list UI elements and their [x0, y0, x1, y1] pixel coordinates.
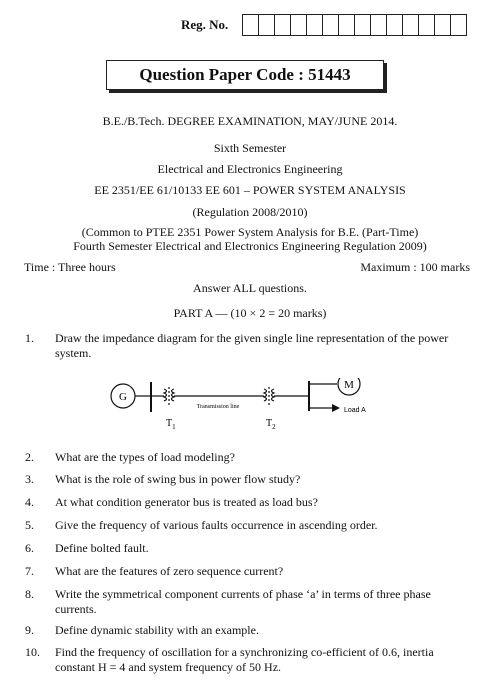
t1-label: $T_1$ — [166, 418, 176, 431]
question-number: 5. — [25, 518, 34, 532]
reg-no-boxes — [242, 14, 467, 36]
question-text: Define bolted fault. — [55, 541, 149, 555]
question-text: Draw the impedance diagram for the given single line representation of the power system. — [55, 331, 449, 360]
transformer-t2-secondary — [272, 389, 275, 401]
question-text: Write the symmetrical component currents of phase ‘a’ in terms of three phase currents. — [55, 587, 431, 616]
question-number: 9. — [25, 623, 34, 637]
transformer-t2-primary — [264, 389, 267, 401]
part-a-heading: PART A — (10 × 2 = 20 marks) — [173, 306, 327, 320]
question-paper-code: Question Paper Code : 51443 — [106, 60, 384, 90]
course-title: EE 2351/EE 61/10133 EE 601 – POWER SYSTEM ANALYSIS — [94, 183, 406, 197]
question-number: 4. — [25, 495, 34, 509]
generator-label: G — [119, 391, 127, 403]
semester: Sixth Semester — [213, 141, 287, 155]
question-number: 6. — [25, 541, 34, 555]
instruction: Answer ALL questions. — [193, 281, 307, 295]
load-arrow — [332, 404, 340, 412]
question-number: 8. — [25, 587, 34, 601]
question-text: What are the features of zero sequence current? — [55, 564, 284, 578]
question-number: 10. — [25, 645, 40, 659]
max-marks: Maximum : 100 marks — [360, 260, 470, 274]
question-number: 2. — [25, 450, 34, 464]
load-label: Load A — [344, 407, 366, 414]
motor-label: M — [344, 379, 354, 391]
question-text: What is the role of swing bus in power flow study? — [55, 472, 301, 486]
transmission-line-label: Transmission line — [196, 404, 240, 410]
exam-title: B.E./B.Tech. DEGREE EXAMINATION, MAY/JUNE 2014. — [102, 114, 398, 128]
t2-label: $T_2$ — [266, 418, 276, 431]
time-label: Time : Three hours — [24, 260, 116, 274]
question-number: 3. — [25, 472, 34, 486]
common-note-1: (Common to PTEE 2351 Power System Analysis for B.E. (Part-Time) — [81, 225, 419, 239]
question-text: Give the frequency of various faults occurrence in ascending order. — [55, 518, 378, 532]
single-line-diagram — [100, 378, 400, 434]
question-text: Define dynamic stability with an example. — [55, 623, 259, 637]
regulation: (Regulation 2008/2010) — [192, 205, 308, 219]
question-text: What are the types of load modeling? — [55, 450, 235, 464]
question-number: 7. — [25, 564, 34, 578]
question-text: At what condition generator bus is treated as load bus? — [55, 495, 318, 509]
branch: Electrical and Electronics Engineering — [157, 162, 343, 176]
question-number: 1. — [25, 331, 34, 345]
reg-no-label: Reg. No. — [181, 17, 229, 32]
transformer-t1-primary — [164, 389, 167, 401]
question-text: Find the frequency of oscillation for a synchronizing co-efficient of 0.6, inertia constant H = 4 and system frequency of 50 Hz. — [55, 645, 434, 674]
transformer-t1-secondary — [172, 389, 175, 401]
common-note-2: Fourth Semester Electrical and Electronics Engineering Regulation 2009) — [73, 239, 427, 253]
